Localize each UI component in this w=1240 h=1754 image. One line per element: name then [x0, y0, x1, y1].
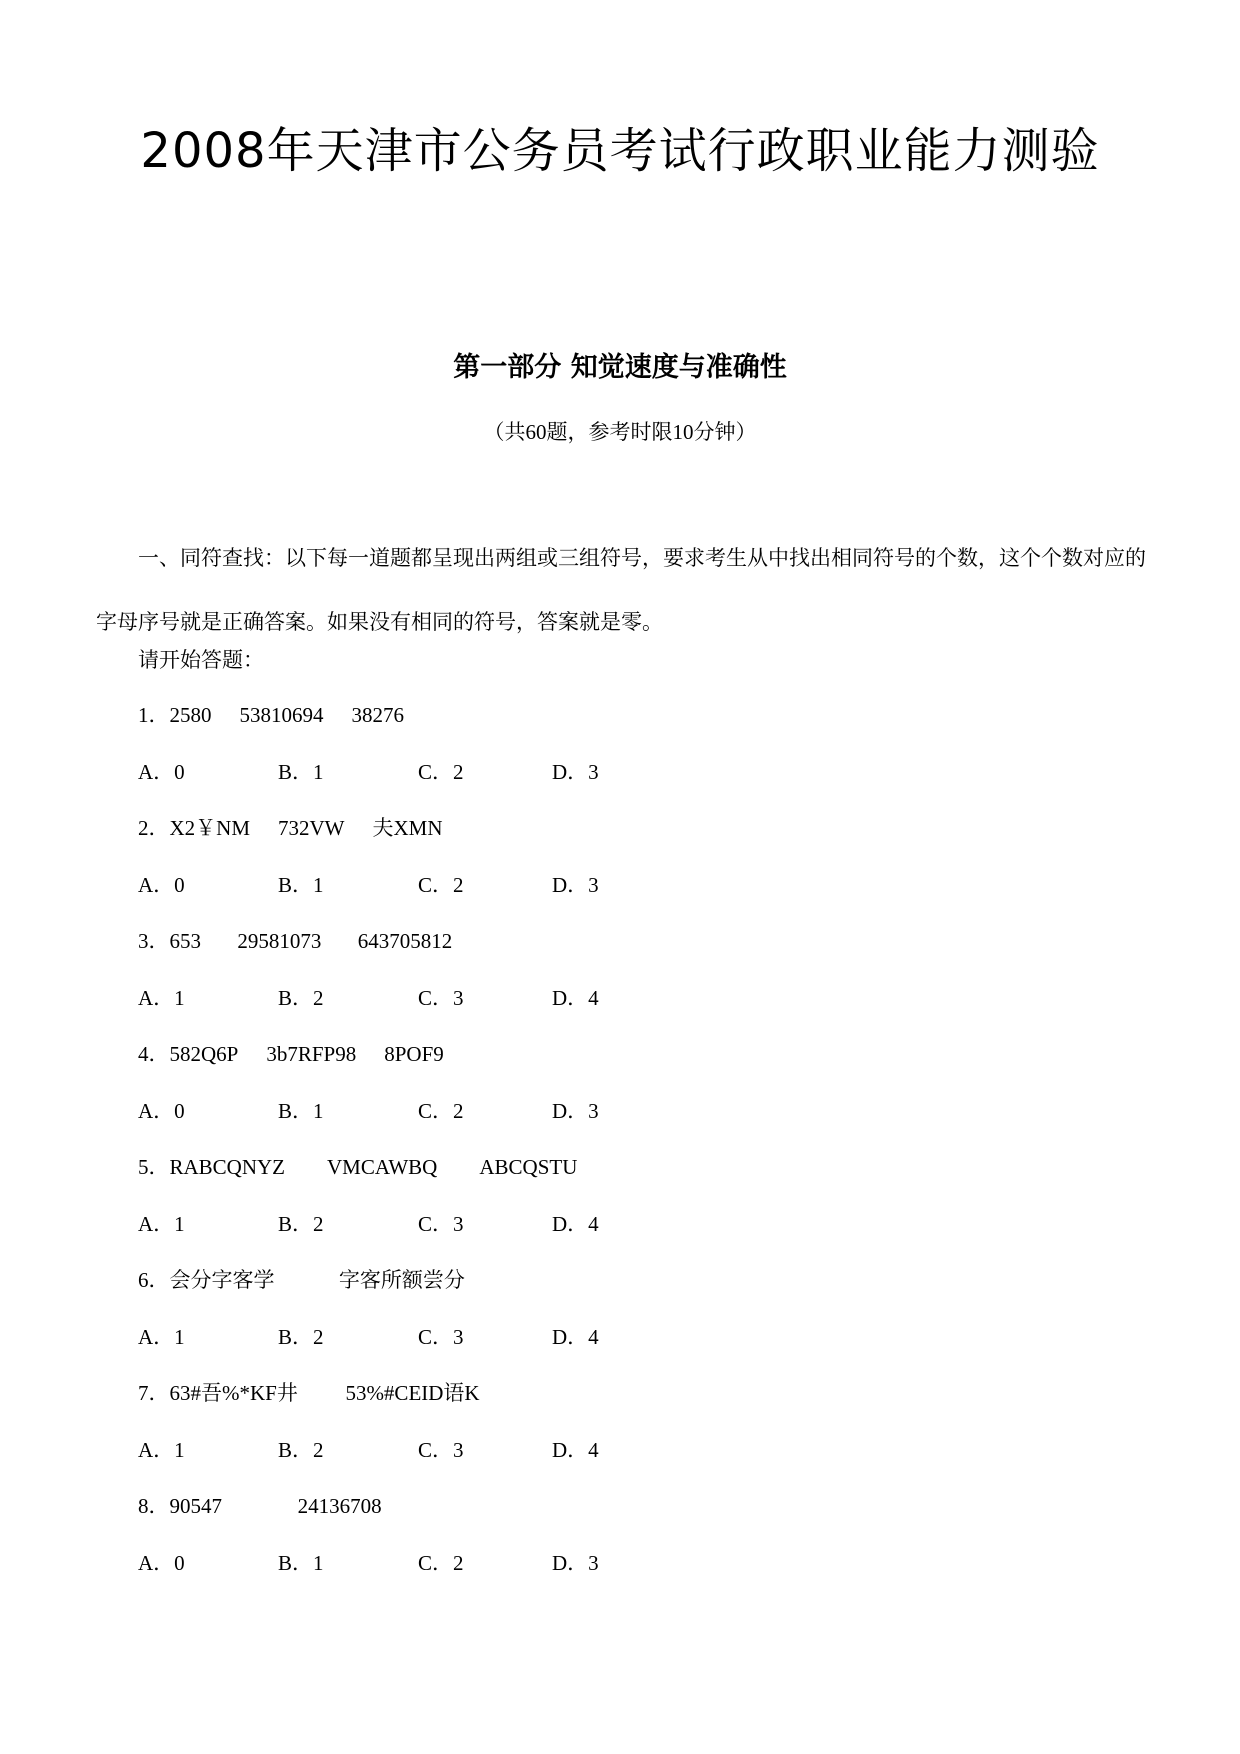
option-b: B．1 — [278, 1099, 324, 1123]
section-title: 第一部分 知觉速度与准确性 — [453, 352, 787, 383]
option-b: B．2 — [278, 1325, 324, 1349]
option-a: A．0 — [138, 873, 185, 897]
symbol-group: VMCAWBQ — [327, 1155, 438, 1179]
symbol-group: 29581073 — [237, 929, 322, 953]
option-a: A．1 — [138, 1325, 185, 1349]
symbol-group: 3b7RFP98 — [266, 1042, 357, 1066]
question-item — [138, 1151, 1138, 1264]
option-d: D．4 — [552, 1438, 599, 1462]
option-c: C．2 — [418, 1099, 464, 1123]
question-item — [138, 1377, 1138, 1490]
question-stem — [138, 1151, 577, 1183]
question-number: 4． — [138, 1042, 170, 1066]
option-d: D．4 — [552, 1325, 599, 1349]
option-b: B．1 — [278, 760, 324, 784]
symbol-group: 2580 — [169, 703, 212, 727]
symbol-group: 字客所额尝分 — [338, 1268, 465, 1292]
symbol-group: 会分字客学 — [169, 1268, 275, 1292]
option-d: D．4 — [552, 986, 599, 1010]
question-number: 3． — [138, 929, 170, 953]
symbol-group: 38276 — [351, 703, 404, 727]
symbol-group: ABCQSTU — [479, 1155, 578, 1179]
option-a: A．0 — [138, 760, 185, 784]
start-prompt: 请开始答题： — [138, 648, 264, 672]
option-b: B．1 — [278, 873, 324, 897]
question-stem — [138, 1038, 444, 1070]
option-d: D．4 — [552, 1212, 599, 1236]
symbol-group: 643705812 — [357, 929, 453, 953]
question-stem — [138, 1377, 480, 1409]
option-c: C．3 — [418, 1438, 464, 1462]
document-title: 2008年天津市公务员考试行政职业能力测验 — [140, 123, 1100, 179]
symbol-group: 732VW — [278, 816, 345, 840]
option-a: A．1 — [138, 1212, 185, 1236]
question-number: 7． — [138, 1381, 170, 1405]
option-c: C．3 — [418, 1212, 464, 1236]
section-note: （共60题，参考时限10分钟） — [483, 420, 757, 444]
instructions-text: 一、同符查找：以下每一道题都呈现出两组或三组符号，要求考生从中找出相同符号的个数，这个个数对应的字母序号就是正确答案。如果没有相同的符号，答案就是零。 — [96, 546, 1146, 634]
option-c: C．3 — [418, 1325, 464, 1349]
symbol-group: 夫XMN — [372, 816, 443, 840]
question-number: 1． — [138, 703, 170, 727]
option-c: C．2 — [418, 873, 464, 897]
question-stem — [138, 925, 452, 957]
option-c: C．2 — [418, 760, 464, 784]
option-d: D．3 — [552, 873, 599, 897]
symbol-group: 53%#CEID语K — [345, 1381, 480, 1405]
question-stem — [138, 1490, 382, 1522]
question-item — [138, 1490, 1138, 1603]
symbol-group: 53810694 — [239, 703, 324, 727]
question-number: 8． — [138, 1494, 170, 1518]
question-stem — [138, 1264, 465, 1296]
option-b: B．1 — [278, 1551, 324, 1575]
symbol-group: 63#吾%*KF井 — [169, 1381, 298, 1405]
option-d: D．3 — [552, 760, 599, 784]
symbol-group: 582Q6P — [169, 1042, 239, 1066]
question-item — [138, 812, 1138, 925]
option-b: B．2 — [278, 986, 324, 1010]
option-d: D．3 — [552, 1551, 599, 1575]
option-a: A．1 — [138, 1438, 185, 1462]
symbol-group: 8POF9 — [384, 1042, 444, 1066]
symbol-group: 653 — [169, 929, 201, 953]
question-number: 5． — [138, 1155, 170, 1179]
question-item — [138, 699, 1138, 812]
symbol-group: X2￥NM — [169, 816, 251, 840]
question-stem — [138, 812, 443, 844]
symbol-group: RABCQNYZ — [169, 1155, 286, 1179]
symbol-group: 24136708 — [297, 1494, 382, 1518]
question-item — [138, 925, 1138, 1038]
option-a: A．0 — [138, 1099, 185, 1123]
question-number: 2． — [138, 816, 170, 840]
option-c: C．2 — [418, 1551, 464, 1575]
question-item — [138, 1038, 1138, 1151]
option-b: B．2 — [278, 1438, 324, 1462]
question-item — [138, 1264, 1138, 1377]
question-list — [138, 699, 1138, 1603]
question-stem — [138, 699, 404, 731]
option-d: D．3 — [552, 1099, 599, 1123]
symbol-group: 90547 — [169, 1494, 222, 1518]
option-b: B．2 — [278, 1212, 324, 1236]
option-a: A．0 — [138, 1551, 185, 1575]
instructions-block — [96, 526, 1156, 654]
option-c: C．3 — [418, 986, 464, 1010]
question-number: 6． — [138, 1268, 170, 1292]
option-a: A．1 — [138, 986, 185, 1010]
